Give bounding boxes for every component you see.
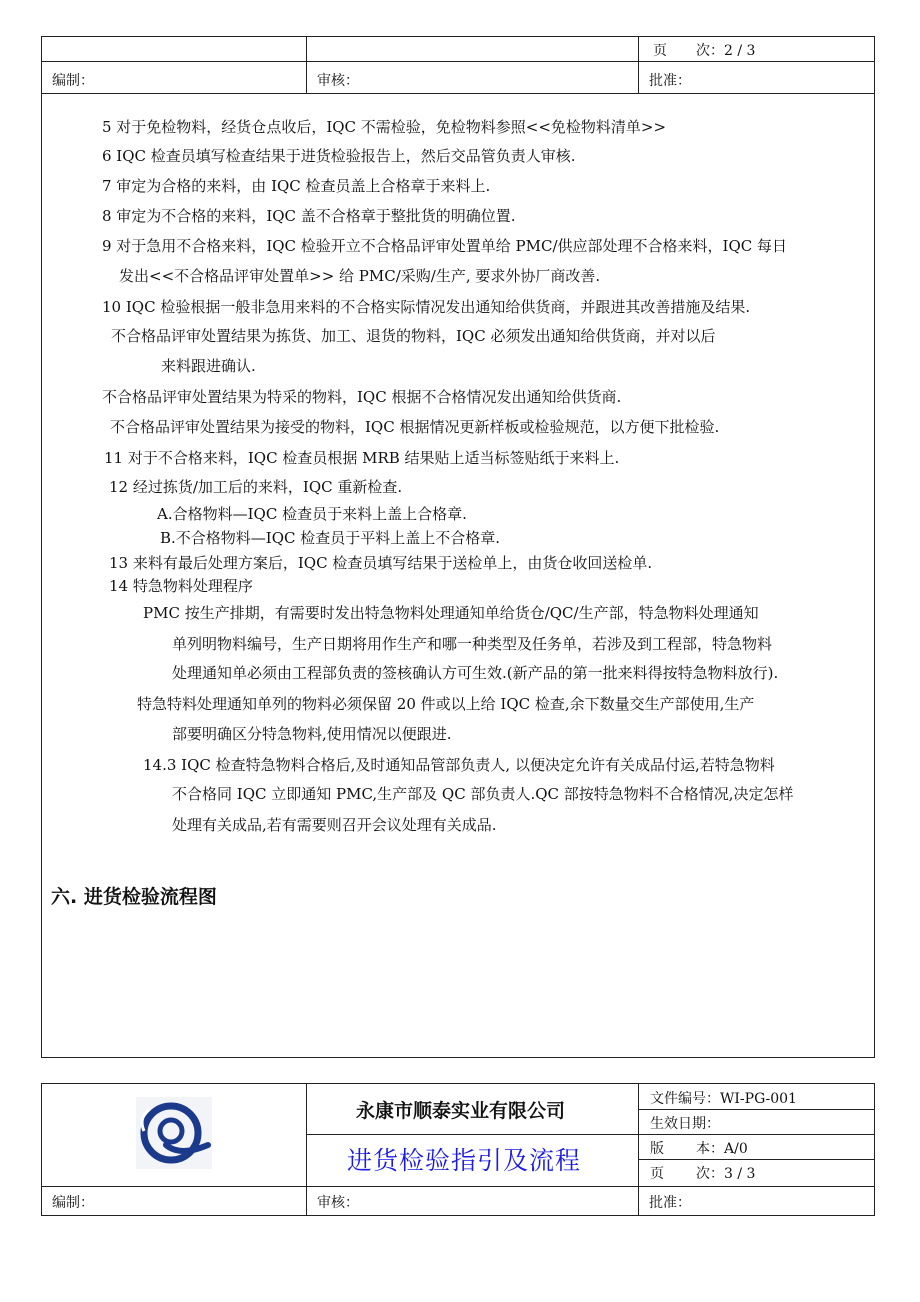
content-line: 6 IQC 检查员填写检查结果于进货检验报告上，然后交品管负责人审核. — [102, 147, 576, 165]
document-title: 进货检验指引及流程 — [347, 1146, 582, 1175]
section-title: 六. 进货检验流程图 — [51, 886, 217, 908]
content-line: A.合格物料—IQC 检查员于来料上盖上合格章. — [157, 505, 467, 523]
content-line: 8 审定为不合格的来料，IQC 盖不合格章于整批货的明确位置. — [102, 207, 516, 225]
footer-sign-divider — [42, 1186, 874, 1187]
content-line: 处理有关成品,若有需要则召开会议处理有关成品. — [172, 816, 497, 834]
header-table — [41, 36, 875, 94]
content-line: 发出<<不合格品评审处置单>> 给 PMC/采购/生产, 要求外协厂商改善. — [119, 267, 601, 285]
footer-approved-label: 批准： — [649, 1195, 691, 1211]
content-line: 13 来料有最后处理方案后，IQC 检查员填写结果于送检单上，由货仓收回送检单. — [109, 554, 653, 572]
content-line: 来料跟进确认. — [161, 357, 256, 375]
header-prepared-label: 编制： — [52, 73, 94, 89]
footer-doc-number: 文件编号：WI-PG-001 — [650, 1091, 797, 1107]
footer-title-divider — [306, 1134, 639, 1135]
content-line: 10 IQC 检验根据一般非急用来料的不合格实际情况发出通知给供货商，并跟进其改善措施及结果. — [102, 298, 751, 316]
footer-page-number: 次：3 / 3 — [696, 1166, 756, 1182]
content-line: 14 特急物料处理程序 — [109, 577, 253, 595]
header-col-divider-2 — [638, 37, 639, 93]
content-line: B.不合格物料—IQC 检查员于平料上盖上不合格章. — [160, 529, 501, 547]
footer-page-label: 页 — [650, 1166, 664, 1182]
header-col-divider-1 — [306, 37, 307, 93]
content-line: 处理通知单必须由工程部负责的签核确认方可生效.(新产品的第一批来料得按特急物料放行). — [172, 664, 779, 682]
content-line: PMC 按生产排期，有需要时发出特急物料处理通知单给货仓/QC/生产部，特急物料处理通知 — [143, 604, 759, 622]
content-line: 不合格品评审处置结果为接受的物料，IQC 根据情况更新样板或检验规范，以方便下批检验. — [110, 418, 720, 436]
footer-meta-divider-3 — [638, 1159, 874, 1160]
content-line: 11 对于不合格来料，IQC 检查员根据 MRB 结果贴上适当标签贴纸于来料上. — [104, 449, 620, 467]
content-line: 12 经过拣货/加工后的来料，IQC 重新检查. — [109, 478, 403, 496]
footer-col-divider-1 — [306, 1084, 307, 1186]
footer-col-divider-2 — [638, 1084, 639, 1215]
footer-version-value: 本：A/0 — [696, 1141, 748, 1157]
footer-version-label: 版 — [650, 1141, 664, 1157]
content-line: 不合格同 IQC 立即通知 PMC,生产部及 QC 部负责人.QC 部按特急物料不合格情况,决定怎样 — [172, 785, 794, 803]
footer-col-divider-3 — [306, 1186, 307, 1215]
header-divider — [42, 61, 874, 62]
company-name: 永康市顺泰实业有限公司 — [356, 1100, 566, 1122]
company-logo-icon — [136, 1097, 212, 1169]
content-line: 单列明物料编号，生产日期将用作生产和哪一种类型及任务单，若涉及到工程部，特急物料 — [172, 635, 773, 653]
header-approved-label: 批准： — [649, 73, 691, 89]
content-line: 14.3 IQC 检查特急物料合格后,及时通知品管部负责人, 以便决定允许有关成品付运,若特急物料 — [143, 756, 775, 774]
content-line: 不合格品评审处置结果为拣货、加工、退货的物料，IQC 必须发出通知给供货商，并对以后 — [111, 327, 716, 345]
content-line: 部要明确区分特急物料,使用情况以便跟进. — [172, 725, 452, 743]
footer-meta-divider-2 — [638, 1134, 874, 1135]
header-page-number: 次：2 / 3 — [696, 43, 756, 59]
footer-reviewed-label: 审核： — [317, 1195, 359, 1211]
content-line: 5 对于免检物料，经货仓点收后，IQC 不需检验，免检物料参照<<免检物料清单>> — [102, 118, 667, 136]
content-line: 特急特料处理通知单列的物料必须保留 20 件或以上给 IQC 检查,余下数量交生产部使用,生产 — [137, 695, 755, 713]
content-line: 9 对于急用不合格来料，IQC 检验开立不合格品评审处置单给 PMC/供应部处理不合格来料，IQC 每日 — [102, 237, 788, 255]
footer-prepared-label: 编制： — [52, 1195, 94, 1211]
header-page-label: 页 — [653, 43, 667, 59]
footer-meta-divider-1 — [638, 1109, 874, 1110]
content-line: 不合格品评审处置结果为特采的物料，IQC 根据不合格情况发出通知给供货商. — [102, 388, 622, 406]
content-line: 7 审定为合格的来料，由 IQC 检查员盖上合格章于来料上. — [102, 177, 491, 195]
footer-effective-date: 生效日期： — [650, 1116, 720, 1132]
header-reviewed-label: 审核： — [317, 73, 359, 89]
